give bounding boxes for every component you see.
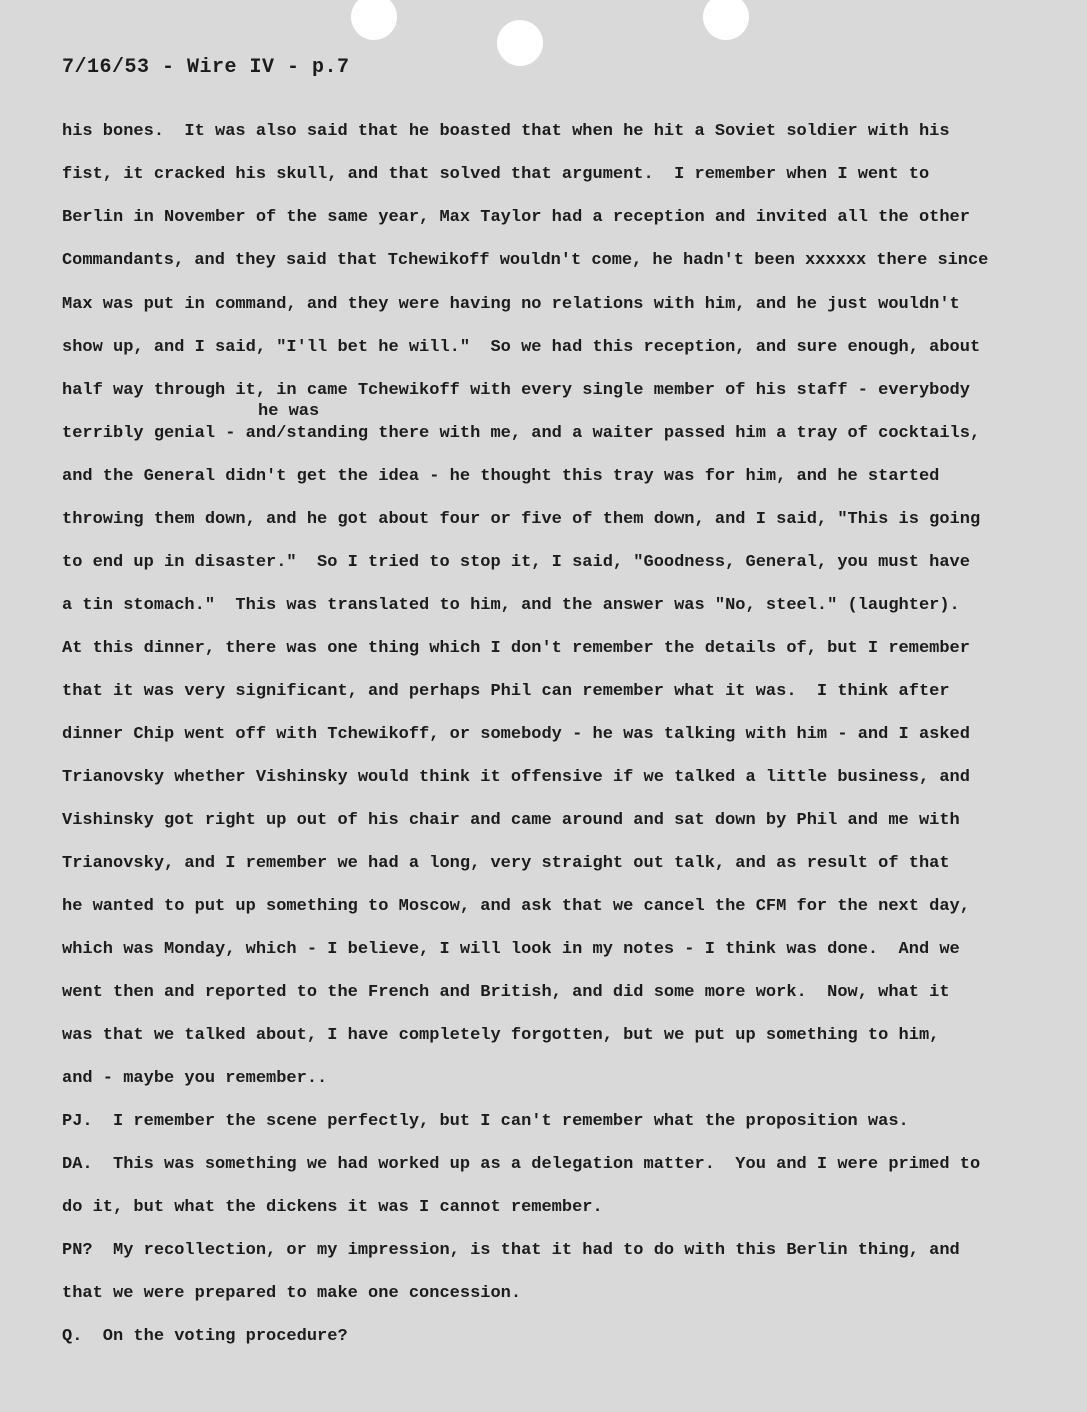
text-line: PN? My recollection, or my impression, is that it had to do with this Berlin thing, and [62,1241,960,1260]
text-line: to end up in disaster." So I tried to stop it, I said, "Goodness, General, you must have [62,553,970,572]
text-line: At this dinner, there was one thing which I don't remember the details of, but I remember [62,639,970,658]
text-line: which was Monday, which - I believe, I will look in my notes - I think was done. And we [62,940,960,959]
text-line: dinner Chip went off with Tchewikoff, or somebody - he was talking with him - and I asked [62,725,970,744]
text-line: that it was very significant, and perhaps Phil can remember what it was. I think after [62,682,950,701]
text-line: Berlin in November of the same year, Max Taylor had a reception and invited all the other [62,208,970,227]
text-line: DA. This was something we had worked up as a delegation matter. You and I were primed to [62,1155,981,1174]
page-header: 7/16/53 - Wire IV - p.7 [62,56,350,79]
text-line: show up, and I said, "I'll bet he will." So we had this reception, and sure enough, about [62,338,981,357]
text-line: PJ. I remember the scene perfectly, but I can't remember what the proposition was. [62,1112,909,1131]
punch-hole [351,0,397,40]
handwritten-insertion: he was [258,402,320,421]
text-line: Commandants, and they said that Tchewikoff wouldn't come, he hadn't been xxxxxx there since [62,251,989,270]
punch-hole [497,20,543,66]
text-line: his bones. It was also said that he boasted that when he hit a Soviet soldier with his [62,122,950,141]
text-line: a tin stomach." This was translated to him, and the answer was "No, steel." (laughter). [62,596,960,615]
text-line: went then and reported to the French and British, and did some more work. Now, what it [62,983,950,1002]
text-line: and the General didn't get the idea - he thought this tray was for him, and he started [62,467,940,486]
text-line: Q. On the voting procedure? [62,1327,348,1346]
text-line: Trianovsky whether Vishinsky would think it offensive if we talked a little business, and [62,768,970,787]
text-line: fist, it cracked his skull, and that solved that argument. I remember when I went to [62,165,930,184]
punch-hole [703,0,749,40]
text-line: Vishinsky got right up out of his chair and came around and sat down by Phil and me with [62,811,960,830]
text-line: Max was put in command, and they were having no relations with him, and he just wouldn't [62,295,960,314]
text-line: Trianovsky, and I remember we had a long, very straight out talk, and as result of that [62,854,950,873]
text-line: do it, but what the dickens it was I cannot remember. [62,1198,603,1217]
text-line: that we were prepared to make one concession. [62,1284,522,1303]
text-line: and - maybe you remember.. [62,1069,328,1088]
text-line: was that we talked about, I have completely forgotten, but we put up something to him, [62,1026,940,1045]
text-line: he wanted to put up something to Moscow, and ask that we cancel the CFM for the next day, [62,897,970,916]
text-line: terribly genial - and/standing there with me, and a waiter passed him a tray of cocktails, [62,424,981,443]
text-line: half way through it, in came Tchewikoff with every single member of his staff - everybody [62,381,970,400]
text-line: throwing them down, and he got about four or five of them down, and I said, "This is going [62,510,981,529]
